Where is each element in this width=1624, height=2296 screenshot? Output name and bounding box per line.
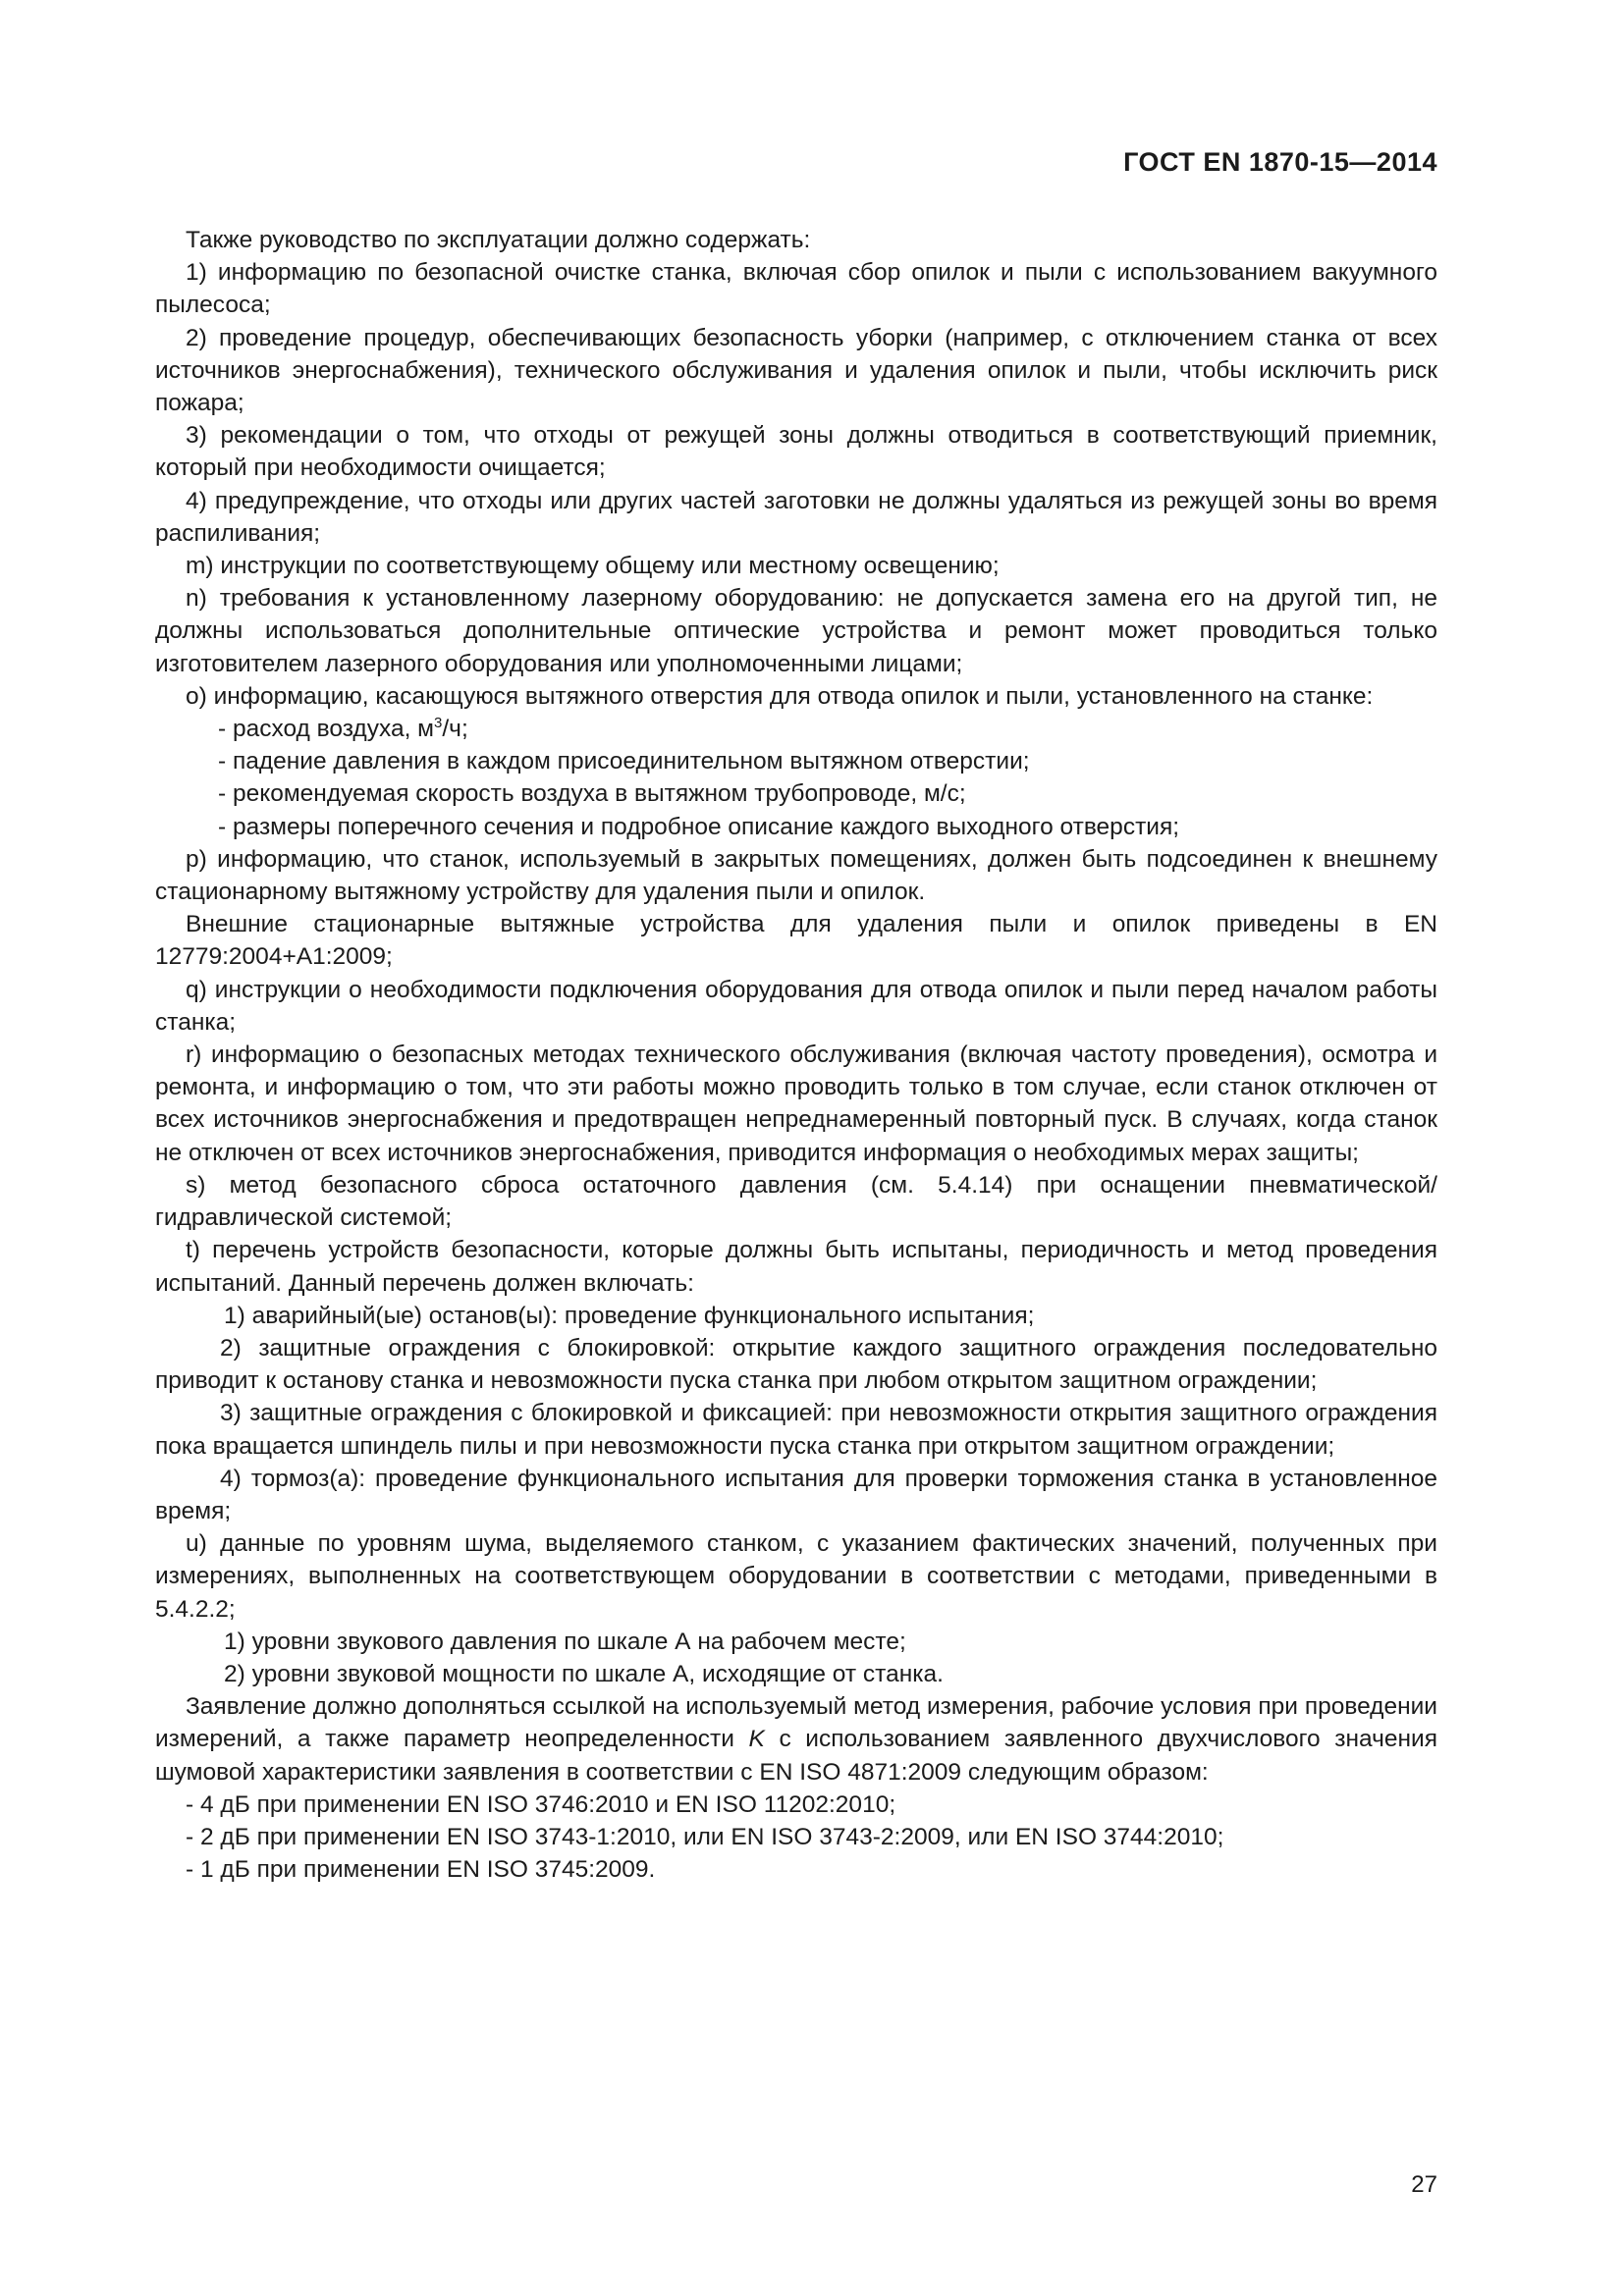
superscript: 3 (434, 714, 443, 731)
list-item: 4) тормоз(а): проведение функционального испытания для проверки торможения станка в установленное время; (155, 1465, 1437, 1524)
paragraph: Внешние стационарные вытяжные устройства для удаления пыли и опилок приведены в EN 12779:2004+A1:2009; (155, 911, 1437, 971)
statement-text: с использованием заявленного двухчислового значения шумовой характеристики заявления в соответствии с EN ISO 4871:2009 следующим образом: (155, 1726, 1437, 1786)
list-item: - рекомендуемая скорость воздуха в вытяжном трубопроводе, м/с; (218, 780, 966, 808)
document-code: ГОСТ EN 1870-15—2014 (1123, 147, 1437, 177)
statement-text: Заявление должно дополняться ссылкой на используемый метод измерения, рабочие условия при проведении измерений, а также параметр неопределенности (155, 1693, 1437, 1753)
paragraph: Также руководство по эксплуатации должно содержать: (186, 227, 811, 253)
list-item: - 4 дБ при применении EN ISO 3746:2010 и EN ISO 11202:2010; (186, 1790, 896, 1818)
list-item: 1) уровни звукового давления по шкале А на рабочем месте; (224, 1628, 906, 1655)
list-item: 3) защитные ограждения с блокировкой и фиксацией: при невозможности открытия защитного ограждения пока вращается шпиндель пилы и при невозможности пуска станка при открытом защитном ограждении; (155, 1400, 1437, 1460)
list-item: - размеры поперечного сечения и подробное описание каждого выходного отверстия; (218, 813, 1180, 840)
paragraph: r) информацию о безопасных методах технического обслуживания (включая частоту проведения), осмотра и ремонта, и информацию о том, что эти работы можно проводить только в том случае, если станок отключен от всех источников энергоснабжения и предотвращен непреднамеренный повторный пуск. В случаях, когда станок не отключен от всех источников энергоснабжения, приводится информация о необходимых мерах защиты; (155, 1041, 1437, 1166)
paragraph: u) данные по уровням шума, выделяемого станком, с указанием фактических значений, полученных при измерениях, выполненных на соответствующем оборудовании в соответствии с методами, приведенными в 5.4.2.2; (155, 1530, 1437, 1623)
air-flow-text: - расход воздуха, м (218, 716, 435, 743)
air-flow-unit: /ч; (442, 716, 468, 743)
paragraph: q) инструкции о необходимости подключения оборудования для отвода опилок и пыли перед началом работы станка; (155, 976, 1437, 1036)
paragraph: n) требования к установленному лазерному оборудованию: не допускается замена его на другой тип, не должны использоваться дополнительные оптические устройства и ремонт может проводиться только изготовителем лазерного оборудования или уполномоченными лицами; (155, 585, 1437, 677)
paragraph: p) информацию, что станок, используемый в закрытых помещениях, должен быть подсоединен к внешнему стационарному вытяжному устройству для удаления пыли и опилок. (155, 845, 1437, 906)
list-item: 2) уровни звуковой мощности по шкале А, исходящие от станка. (224, 1660, 944, 1687)
paragraph (155, 1690, 1437, 1789)
uncertainty-symbol: K (748, 1726, 765, 1753)
paragraph: s) метод безопасного сброса остаточного давления (см. 5.4.14) при оснащении пневматической/гидравлической системой; (155, 1171, 1437, 1232)
paragraph: 2) проведение процедур, обеспечивающих безопасность уборки (например, с отключением станка от всех источников энергоснабжения), технического обслуживания и удаления опилок и пыли, чтобы исключить риск пожара; (155, 324, 1437, 417)
list-item: - падение давления в каждом присоединительном вытяжном отверстии; (218, 748, 1030, 775)
paragraph: t) перечень устройств безопасности, которые должны быть испытаны, периодичность и метод проведения испытаний. Данный перечень должен включать: (155, 1237, 1437, 1297)
page-number: 27 (1411, 2171, 1437, 2198)
paragraph: m) инструкции по соответствующему общему или местному освещению; (186, 553, 1000, 580)
paragraph: 4) предупреждение, что отходы или других частей заготовки не должны удаляться из режущей зоны во время распиливания; (155, 487, 1437, 547)
list-item: - 2 дБ при применении EN ISO 3743-1:2010, или EN ISO 3743-2:2009, или EN ISO 3744:2010; (186, 1823, 1224, 1850)
list-item (155, 713, 1437, 745)
list-item: - 1 дБ при применении EN ISO 3745:2009. (186, 1856, 656, 1884)
list-item: 1) аварийный(ые) останов(ы): проведение функционального испытания; (224, 1302, 1035, 1329)
list-item: 2) защитные ограждения с блокировкой: открытие каждого защитного ограждения последовательно приводит к останову станка и невозможности пуска станка при любом открытом защитном ограждении; (155, 1334, 1437, 1395)
paragraph: 3) рекомендации о том, что отходы от режущей зоны должны отводиться в соответствующий приемник, который при необходимости очищается; (155, 422, 1437, 482)
page-body (155, 224, 1437, 1886)
paragraph: o) информацию, касающуюся вытяжного отверстия для отвода опилок и пыли, установленного на станке: (186, 682, 1374, 710)
paragraph: 1) информацию по безопасной очистке станка, включая сбор опилок и пыли с использованием вакуумного пылесоса; (155, 259, 1437, 319)
